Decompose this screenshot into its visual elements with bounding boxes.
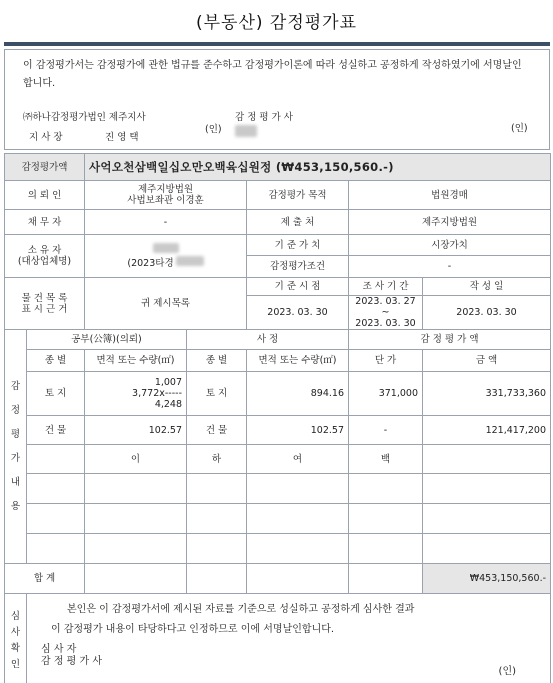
below-marker: 여 [247, 445, 349, 474]
owner-label [5, 235, 85, 278]
base-date-label: 기 준 시 점 [247, 278, 349, 296]
side-char: 심 [10, 610, 21, 622]
row-amount: 121,417,200 [423, 416, 551, 445]
row-area: 102.57 [85, 416, 187, 445]
col-unit: 단 가 [349, 350, 423, 372]
side-char: 평 [10, 428, 21, 440]
base-date-value: 2023. 03. 30 [247, 296, 349, 330]
row-unit: 371,000 [349, 372, 423, 416]
row-kind2: 건 물 [187, 416, 247, 445]
written-date-value: 2023. 03. 30 [423, 296, 551, 330]
survey-value [349, 296, 423, 330]
group-value: 감 정 평 가 액 [349, 330, 551, 350]
owner-label-sub: (대상업체명) [17, 256, 72, 267]
basis-value: 시장가치 [349, 235, 551, 256]
row-kind2: 토 지 [187, 372, 247, 416]
purpose-value: 법원경매 [349, 181, 551, 210]
group-fact: 사 정 [187, 330, 349, 350]
side-char: 내 [10, 476, 21, 488]
total-label: 합 계 [5, 564, 85, 594]
page-title: (부동산) 감정평가표 [195, 13, 358, 33]
reviewer-appraiser-label: 감 정 평 가 사 [41, 656, 103, 667]
below-marker: 백 [349, 445, 423, 474]
review-seal: (인) [498, 666, 517, 677]
case-number: (2023타경 [127, 258, 174, 269]
basis-label: 기 준 가 치 [247, 235, 349, 256]
col-amount: 금 액 [423, 350, 551, 372]
branch-role: 지 사 장 [29, 132, 63, 143]
area-line: 1,007 [154, 377, 183, 388]
side-char: 용 [10, 500, 21, 512]
debtor-value: - [85, 210, 247, 235]
col-kind: 종 별 [27, 350, 85, 372]
row-kind: 토 지 [27, 372, 85, 416]
review-box [27, 594, 551, 683]
row-area [85, 372, 187, 416]
debtor-label: 채 무 자 [5, 210, 85, 235]
area-line: 4,248 [154, 399, 183, 410]
survey-start: 2023. 03. 27 ~ [355, 296, 416, 318]
review-text-2: 이 감정평가 내용이 타당하다고 인정하므로 이에 서명날인합니다. [51, 624, 335, 635]
appraiser-name-redacted [235, 125, 257, 140]
appraiser-role: 감 정 평 가 사 [235, 112, 293, 123]
col-kind2: 종 별 [187, 350, 247, 372]
amount-label: 감정평가액 [5, 154, 85, 181]
seal-mark: (인) [511, 123, 528, 134]
seal-mark: (인) [205, 124, 222, 135]
condition-value: - [349, 256, 551, 278]
company-name: ㈜하나감정평가법인 제주지사 [23, 112, 146, 123]
row-amount: 331,733,360 [423, 372, 551, 416]
col-area2: 면적 또는 수량(㎡) [247, 350, 349, 372]
client-officer: 사법보좌관 이경훈 [127, 195, 204, 206]
list-label [5, 278, 85, 330]
condition-label: 감정평가조건 [247, 256, 349, 278]
side-char: 감 [10, 380, 21, 392]
review-side-label [5, 594, 27, 683]
branch-head-name: 진 영 택 [105, 132, 139, 143]
purpose-label: 감정평가 목적 [247, 181, 349, 210]
row-area2: 102.57 [247, 416, 349, 445]
owner-value [85, 235, 247, 278]
client-label: 의 뢰 인 [5, 181, 85, 210]
client-court: 제주지방법원 [137, 184, 194, 195]
detail-side-label [5, 330, 27, 564]
intro-paragraph: 이 감정평가서는 감정평가에 관한 법규를 준수하고 감정평가이론에 따라 성실하고 공정하게 작성하였기에 서명날인합니다. [23, 60, 522, 89]
client-value [85, 181, 247, 210]
row-area2: 894.16 [247, 372, 349, 416]
total-amount: ₩453,150,560.- [423, 564, 551, 594]
side-char: 확 [10, 642, 21, 654]
group-public: 공부(公簿)(의뢰) [27, 330, 187, 350]
side-char: 인 [10, 658, 21, 670]
list-label-sub: 표 시 근 거 [21, 303, 68, 315]
side-char: 가 [10, 452, 21, 464]
area-line: 3,772x----- [132, 388, 183, 399]
submit-value: 제주지방법원 [349, 210, 551, 235]
side-char: 정 [10, 404, 21, 416]
survey-label: 조 사 기 간 [349, 278, 423, 296]
col-area: 면적 또는 수량(㎡) [85, 350, 187, 372]
list-label-line: 물 건 목 록 [21, 292, 68, 304]
row-kind: 건 물 [27, 416, 85, 445]
appraisal-table [4, 153, 551, 683]
below-marker: 하 [187, 445, 247, 474]
below-marker: 이 [85, 445, 187, 474]
written-date-label: 작 성 일 [423, 278, 551, 296]
owner-label-line: 소 유 자 [27, 245, 62, 256]
list-value: 귀 제시목록 [85, 278, 247, 330]
title-rule [4, 42, 550, 46]
reviewer-label: 심 사 자 [41, 644, 77, 655]
side-char: 사 [10, 626, 21, 638]
intro-box [4, 49, 550, 150]
survey-end: 2023. 03. 30 [355, 318, 416, 329]
appraisal-amount: 사억오천삼백일십오만오백육십원정 (₩453,150,560.-) [85, 154, 551, 181]
review-text-1: 본인은 이 감정평가서에 제시된 자료를 기준으로 성실하고 공정하게 심사한 결과 [67, 604, 415, 615]
submit-label: 제 출 처 [247, 210, 349, 235]
row-unit: - [349, 416, 423, 445]
